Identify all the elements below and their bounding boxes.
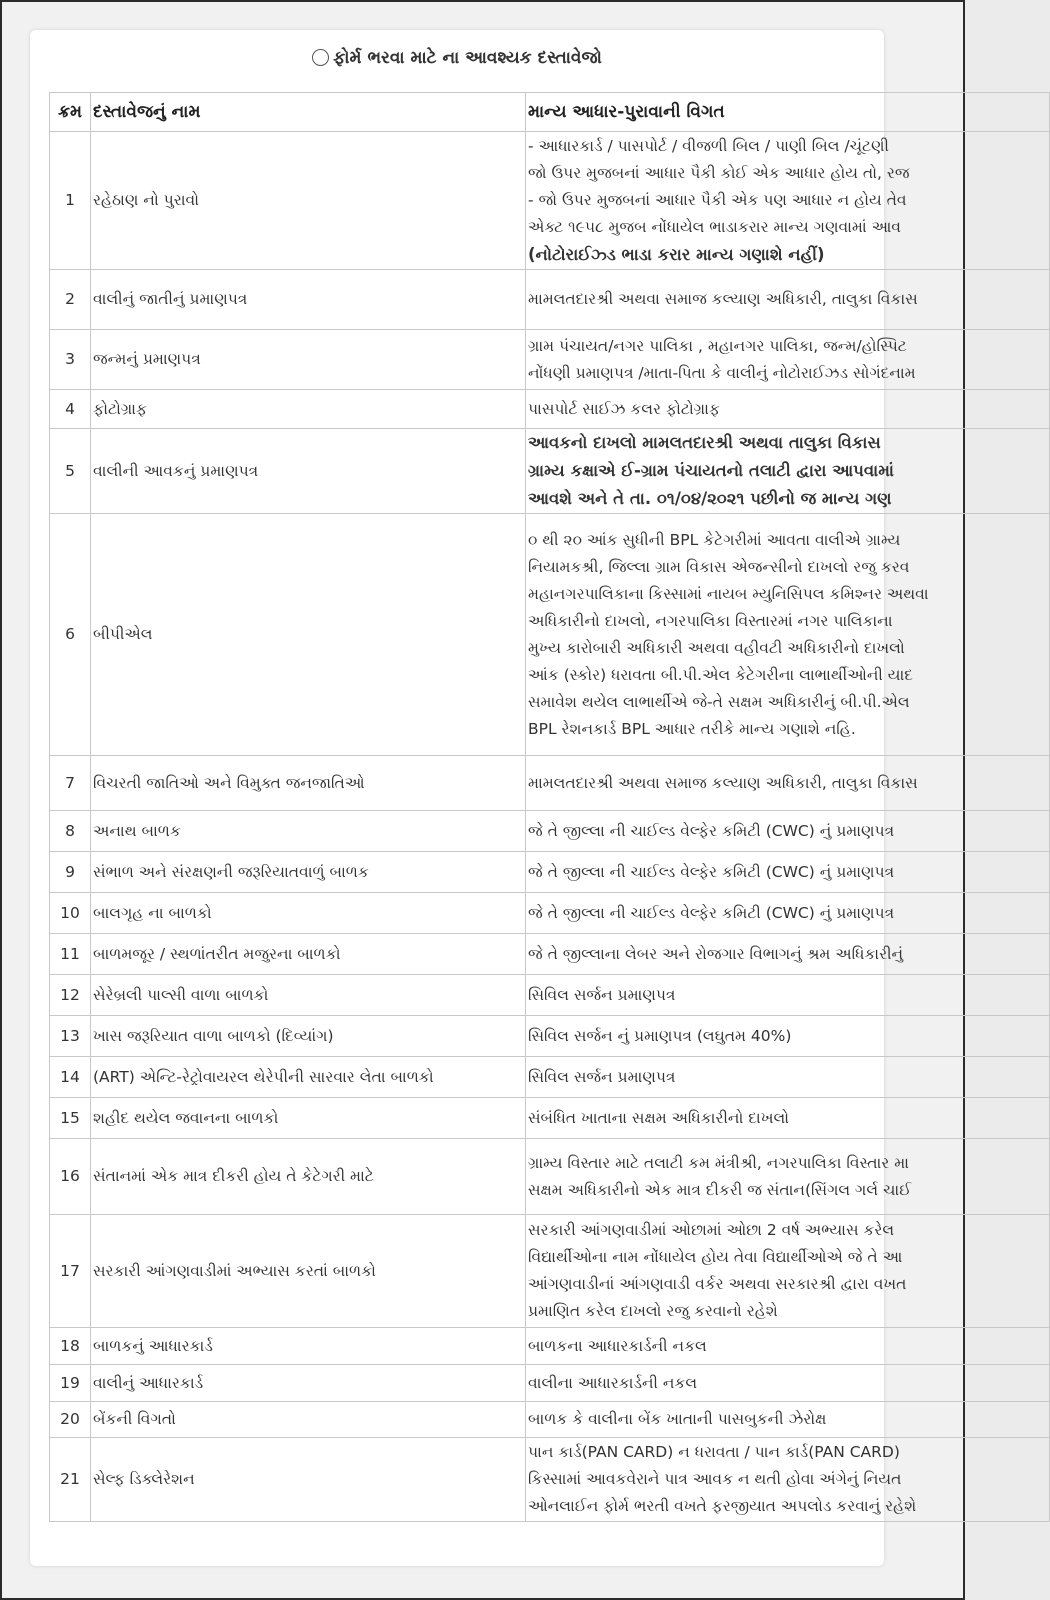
table-row bbox=[50, 270, 1050, 330]
document-detail bbox=[526, 934, 1050, 975]
document-detail bbox=[526, 852, 1050, 893]
detail-line: સિવિલ સર્જન નું પ્રમાણપત્ર (લઘુતમ 40%) bbox=[528, 1026, 792, 1045]
document-detail bbox=[526, 756, 1050, 811]
detail-line: ૦ થી ૨૦ આંક સુધીની BPL કેટેગરીમાં આવતા વાલીએ ગ્રામ્ય bbox=[528, 530, 901, 549]
row-number: 2 bbox=[50, 270, 91, 330]
row-number: 6 bbox=[50, 514, 91, 756]
document-detail bbox=[526, 1365, 1050, 1402]
detail-line: સરકારી આંગણવાડીમાં ઓછામાં ઓછા 2 વર્ષ અભ્યાસ કરેલ bbox=[528, 1221, 895, 1239]
document-name: વિચરતી જાતિઓ અને વિમુક્ત જનજાતિઓ bbox=[91, 756, 526, 811]
document-name: બાળમજૂર / સ્થળાંતરીત મજુરના બાળકો bbox=[91, 934, 526, 975]
detail-line: એક્ટ ૧૯૫૮ મુજબ નોંધાયેલ ભાડાકરાર માન્ય ગણવામાં આવ bbox=[528, 217, 901, 236]
section-title bbox=[30, 48, 884, 68]
detail-line: આવશે અને તે તા. ૦૧/૦૪/૨૦૨૧ પછીનો જ માન્ય ગણ bbox=[528, 489, 892, 508]
table-header-row bbox=[50, 93, 1050, 132]
detail-line: આંક (સ્કોર) ધરાવતા બી.પી.એલ કેટેગરીના લાભાર્થીઓની યાદ bbox=[528, 665, 913, 684]
documents-card bbox=[30, 30, 929, 1566]
detail-line: જે તે જીલ્લાના લેબર અને રોજગાર વિભાગનું શ્રમ અધિકારીનું bbox=[528, 944, 904, 963]
table-row bbox=[50, 893, 1050, 934]
row-number: 19 bbox=[50, 1365, 91, 1402]
detail-line: અધિકારીનો દાખલો, નગરપાલિકા વિસ્તારમાં નગર પાલિકાના bbox=[528, 611, 893, 630]
row-number: 14 bbox=[50, 1057, 91, 1098]
table-row bbox=[50, 811, 1050, 852]
detail-line: કિસ્સામાં આવકવેરાને પાત્ર આવક ન થતી હોવા અંગેનું નિયત bbox=[528, 1470, 902, 1488]
detail-line: ઓનલાઈન ફોર્મ ભરતી વખતે ફરજીયાત અપલોડ કરવાનું રહેશે bbox=[528, 1497, 917, 1515]
row-number: 3 bbox=[50, 330, 91, 390]
document-detail bbox=[526, 1139, 1050, 1215]
row-number: 9 bbox=[50, 852, 91, 893]
table-row bbox=[50, 429, 1050, 514]
table-row bbox=[50, 1057, 1050, 1098]
detail-line: બાળક કે વાલીના બેંક ખાતાની પાસબુકની ઝેરોક્ષ bbox=[528, 1410, 827, 1428]
header-detail: માન્ય આધાર-પુરાવાની વિગત bbox=[526, 93, 1050, 132]
table-row bbox=[50, 1402, 1050, 1438]
document-name: બેંકની વિગતો bbox=[91, 1402, 526, 1438]
document-detail bbox=[526, 975, 1050, 1016]
detail-line: આવકનો દાખલો મામલતદારશ્રી અથવા તાલુકા વિકાસ bbox=[528, 433, 881, 452]
detail-line: સમાવેશ થયેલ લાભાર્થીએ જે-તે સક્ષમ અધિકારીનું બી.પી.એલ bbox=[528, 692, 910, 711]
detail-line: - આધારકાર્ડ / પાસપોર્ટ / વીજળી બિલ / પાણી બિલ /ચૂંટણી bbox=[528, 136, 889, 155]
row-number: 8 bbox=[50, 811, 91, 852]
detail-line: જે તે જીલ્લા ની ચાઈલ્ડ વેલ્ફેર કમિટી (CWC) નું પ્રમાણપત્ર bbox=[528, 862, 895, 881]
detail-line: (નોટોરાઈઝ્ડ ભાડા કરાર માન્ય ગણાશે નહીં) bbox=[528, 244, 825, 264]
detail-line: સિવિલ સર્જન પ્રમાણપત્ર bbox=[528, 985, 676, 1004]
document-name: બાલગૃહ ના બાળકો bbox=[91, 893, 526, 934]
detail-line: વિદ્યાર્થીઓના નામ નોંધાયેલ હોય તેવા વિદ્યાર્થીઓએ જે તે આ bbox=[528, 1248, 903, 1266]
detail-line: પાન કાર્ડ(PAN CARD) ન ધરાવતા / પાન કાર્ડ(PAN CARD) bbox=[528, 1443, 900, 1461]
header-name: દસ્તાવેજનું નામ bbox=[91, 93, 526, 132]
document-name: વાલીની આવકનું પ્રમાણપત્ર bbox=[91, 429, 526, 514]
document-detail bbox=[526, 893, 1050, 934]
document-detail bbox=[526, 270, 1050, 330]
table-row bbox=[50, 1328, 1050, 1365]
document-name: વાલીનું આધારકાર્ડ bbox=[91, 1365, 526, 1402]
row-number: 13 bbox=[50, 1016, 91, 1057]
document-detail bbox=[526, 514, 1050, 756]
detail-line: ગ્રામ્ય કક્ષાએ ઈ-ગ્રામ પંચાયતનો તલાટી દ્વારા આપવામાં bbox=[528, 461, 894, 480]
document-name: રહેઠાણ નો પુરાવો bbox=[91, 132, 526, 270]
document-name: વાલીનું જાતીનું પ્રમાણપત્ર bbox=[91, 270, 526, 330]
row-number: 16 bbox=[50, 1139, 91, 1215]
row-number: 12 bbox=[50, 975, 91, 1016]
document-detail bbox=[526, 1098, 1050, 1139]
table-row bbox=[50, 1016, 1050, 1057]
row-number: 18 bbox=[50, 1328, 91, 1365]
detail-line: ગ્રામ્ય વિસ્તાર માટે તલાટી કમ મંત્રીશ્રી, નગરપાલિકા વિસ્તાર મા bbox=[528, 1153, 909, 1172]
table-row bbox=[50, 1098, 1050, 1139]
detail-line: પ્રમાણિત કરેલ દાખલો રજુ કરવાનો રહેશે bbox=[528, 1302, 778, 1320]
document-name: સંભાળ અને સંરક્ષણની જરૂરિયાતવાળું બાળક bbox=[91, 852, 526, 893]
header-num: ક્રમ bbox=[50, 93, 91, 132]
document-name: શહીદ થયેલ જવાનના બાળકો bbox=[91, 1098, 526, 1139]
table-row bbox=[50, 1365, 1050, 1402]
row-number: 7 bbox=[50, 756, 91, 811]
document-name: (ART) એન્ટિ-રેટ્રોવાયરલ થેરેપીની સારવાર લેતા બાળકો bbox=[91, 1057, 526, 1098]
document-name: બાળકનું આધારકાર્ડ bbox=[91, 1328, 526, 1365]
document-detail bbox=[526, 1328, 1050, 1365]
document-detail bbox=[526, 1057, 1050, 1098]
detail-line: વાલીના આધારકાર્ડની નકલ bbox=[528, 1373, 698, 1392]
detail-line: મુખ્ય કારોબારી અધિકારી અથવા વહીવટી અધિકારીનો દાખલો bbox=[528, 638, 905, 657]
documents-table-wrapper[interactable] bbox=[49, 92, 929, 1554]
document-detail bbox=[526, 330, 1050, 390]
document-detail bbox=[526, 390, 1050, 429]
row-number: 10 bbox=[50, 893, 91, 934]
circle-icon bbox=[312, 49, 329, 66]
document-name: અનાથ બાળક bbox=[91, 811, 526, 852]
table-row bbox=[50, 330, 1050, 390]
detail-line: પાસપોર્ટ સાઈઝ કલર ફોટોગ્રાફ bbox=[528, 399, 720, 418]
row-number: 1 bbox=[50, 132, 91, 270]
documents-table bbox=[49, 92, 1050, 1522]
document-detail bbox=[526, 1215, 1050, 1328]
document-name: જન્મનું પ્રમાણપત્ર bbox=[91, 330, 526, 390]
table-row bbox=[50, 975, 1050, 1016]
table-row bbox=[50, 390, 1050, 429]
detail-line: મામલતદારશ્રી અથવા સમાજ કલ્યાણ અધિકારી, તાલુકા વિકાસ bbox=[528, 290, 918, 308]
table-row bbox=[50, 756, 1050, 811]
document-name: સરકારી આંગણવાડીમાં અભ્યાસ કરતાં બાળકો bbox=[91, 1215, 526, 1328]
detail-line: જે તે જીલ્લા ની ચાઈલ્ડ વેલ્ફેર કમિટી (CWC) નું પ્રમાણપત્ર bbox=[528, 903, 895, 922]
document-name: ખાસ જરૂરિયાત વાળા બાળકો (દિવ્યાંગ) bbox=[91, 1016, 526, 1057]
document-detail bbox=[526, 1402, 1050, 1438]
row-number: 5 bbox=[50, 429, 91, 514]
detail-line: નિયામકશ્રી, જિલ્લા ગ્રામ વિકાસ એજન્સીનો દાખલો રજુ કરવ bbox=[528, 557, 910, 576]
detail-line: - જો ઉપર મુજબનાં આધાર પૈકી એક પણ આધાર ન હોય તેવ bbox=[528, 190, 907, 209]
detail-line: સંબંધિત ખાતાના સક્ષમ અધિકારીનો દાખલો bbox=[528, 1108, 790, 1127]
document-name: સંતાનમાં એક માત્ર દીકરી હોય તે કેટેગરી માટે bbox=[91, 1139, 526, 1215]
table-row bbox=[50, 132, 1050, 270]
section-title-text: ફોર્મ ભરવા માટે ના આવશ્યક દસ્તાવેજો bbox=[333, 48, 602, 68]
detail-line: જો ઉપર મુજબનાં આધાર પૈકી કોઈ એક આધાર હોય તો, રજ bbox=[528, 163, 910, 182]
document-name: સેરેબ્રલી પાલ્સી વાળા બાળકો bbox=[91, 975, 526, 1016]
document-detail bbox=[526, 1438, 1050, 1522]
row-number: 15 bbox=[50, 1098, 91, 1139]
table-row bbox=[50, 514, 1050, 756]
table-body bbox=[50, 132, 1050, 1522]
table-row bbox=[50, 852, 1050, 893]
document-detail bbox=[526, 811, 1050, 852]
detail-line: નોંધણી પ્રમાણપત્ર /માતા-પિતા કે વાલીનું નોટોરાઈઝડ સોગંદનામ bbox=[528, 363, 916, 382]
detail-line: BPL રેશનકાર્ડ BPL આધાર તરીકે માન્ય ગણાશે નહિ. bbox=[528, 719, 856, 738]
detail-line: આંગણવાડીનાં આંગણવાડી વર્કર અથવા સરકારશ્રી દ્વારા વખત bbox=[528, 1275, 907, 1293]
row-number: 4 bbox=[50, 390, 91, 429]
document-detail bbox=[526, 1016, 1050, 1057]
detail-line: મહાનગરપાલિકાના કિસ્સામાં નાયબ મ્યુનિસિપલ કમિશ્નર અથવા bbox=[528, 584, 929, 603]
detail-line: સક્ષમ અધિકારીનો એક માત્ર દીકરી જ સંતાન(સિંગલ ગર્લ ચાઈ bbox=[528, 1180, 912, 1199]
table-row bbox=[50, 934, 1050, 975]
detail-line: બાળકના આધારકાર્ડની નકલ bbox=[528, 1336, 707, 1355]
row-number: 17 bbox=[50, 1215, 91, 1328]
document-detail bbox=[526, 429, 1050, 514]
row-number: 11 bbox=[50, 934, 91, 975]
table-row bbox=[50, 1438, 1050, 1522]
document-name: ફોટોગ્રાફ bbox=[91, 390, 526, 429]
detail-line: ગ્રામ પંચાયત/નગર પાલિકા , મહાનગર પાલિકા, જન્મ/હોસ્પિટ bbox=[528, 336, 907, 355]
detail-line: સિવિલ સર્જન પ્રમાણપત્ર bbox=[528, 1067, 676, 1086]
row-number: 21 bbox=[50, 1438, 91, 1522]
detail-line: જે તે જીલ્લા ની ચાઈલ્ડ વેલ્ફેર કમિટી (CWC) નું પ્રમાણપત્ર bbox=[528, 821, 895, 840]
detail-line: મામલતદારશ્રી અથવા સમાજ કલ્યાણ અધિકારી, તાલુકા વિકાસ bbox=[528, 773, 918, 792]
table-row bbox=[50, 1139, 1050, 1215]
document-name: બીપીએલ bbox=[91, 514, 526, 756]
table-row bbox=[50, 1215, 1050, 1328]
row-number: 20 bbox=[50, 1402, 91, 1438]
document-detail bbox=[526, 132, 1050, 270]
document-name: સેલ્ફ ડિક્લેરેશન bbox=[91, 1438, 526, 1522]
